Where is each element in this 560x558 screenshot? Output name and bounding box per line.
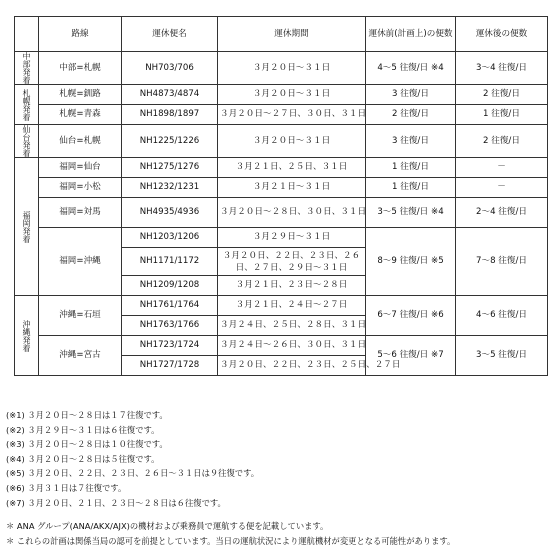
route-cell: 中部=札幌 <box>39 52 122 85</box>
before-count-cell: 5～6 往復/日 ※7 <box>366 336 456 376</box>
route-cell: 札幌=釧路 <box>39 85 122 105</box>
table-row <box>15 52 548 85</box>
before-count-cell: 6～7 往復/日 ※6 <box>366 296 456 336</box>
footnote: (※7) ３月２０日、２１日、２３日～２８日は６往復です。 <box>6 497 226 508</box>
region-cell: 札幌発着 <box>15 85 39 125</box>
route-cell: 沖縄=宮古 <box>39 336 122 376</box>
before-count-cell: 8～9 往復/日 ※5 <box>366 228 456 296</box>
footnotes <box>6 408 259 510</box>
region-cell: 沖縄発着 <box>15 296 39 376</box>
before-count-cell: 1 往復/日 <box>366 158 456 178</box>
table-header-row <box>15 17 548 52</box>
period-cell: ３月２０日～２７日、３０日、３１日 <box>218 105 366 125</box>
table-row <box>15 125 548 158</box>
before-header <box>366 17 456 52</box>
period-cell: ３月２０日、２２日、２３日、２５日、２７日 <box>218 356 366 376</box>
after-count-cell: 4～6 往復/日 <box>456 296 548 336</box>
flight-cell: NH1225/1226 <box>122 125 218 158</box>
after-count-cell: 2 往復/日 <box>456 85 548 105</box>
flight-cell: NH4935/4936 <box>122 198 218 228</box>
period-cell: ３月２０日～３１日 <box>218 52 366 85</box>
before-count-cell: 3～5 往復/日 ※4 <box>366 198 456 228</box>
period-cell: ３月２０日～３１日 <box>218 125 366 158</box>
period-cell: ３月２０日～２８日、３０日、３１日 <box>218 198 366 228</box>
period-cell: ３月２０日～３１日 <box>218 85 366 105</box>
table-row <box>15 198 548 228</box>
period-cell: ３月２１日、２５日、３１日 <box>218 158 366 178</box>
footnote: (※2) ３月２９日～３１日は６往復です。 <box>6 424 160 435</box>
table-row <box>15 105 548 125</box>
before-count-cell: 3 往復/日 <box>366 85 456 105</box>
route-cell: 札幌=青森 <box>39 105 122 125</box>
period-cell: ３月２９日～３１日 <box>218 228 366 248</box>
after-count-cell: － <box>456 178 548 198</box>
disclaimer-line: ＊ これらの計画は関係当局の認可を前提としています。当日の運航状況により運航機材が変更となる可能性があります。 <box>6 536 456 546</box>
route-cell: 沖縄=石垣 <box>39 296 122 336</box>
flight-cell: NH1761/1764 <box>122 296 218 316</box>
disclaimer <box>6 519 455 549</box>
after-count-cell: 2 往復/日 <box>456 125 548 158</box>
footnote: (※4) ３月２０日～２８日は５往復です。 <box>6 453 160 464</box>
route-cell: 仙台=札幌 <box>39 125 122 158</box>
suspension-table <box>14 16 548 376</box>
region-cell: 中部発着 <box>15 52 39 85</box>
period-cell: ３月２１日、２４日～２７日 <box>218 296 366 316</box>
table-row <box>15 158 548 178</box>
flight-cell: NH703/706 <box>122 52 218 85</box>
period-cell: ３月２４日～２６日、３０日、３１日 <box>218 336 366 356</box>
before-count-cell: 3 往復/日 <box>366 125 456 158</box>
after-count-cell: 3～5 往復/日 <box>456 336 548 376</box>
flight-cell: NH1727/1728 <box>122 356 218 376</box>
table-row <box>15 336 548 356</box>
footnote: (※3) ３月２０日～２８日は１０往復です。 <box>6 439 168 450</box>
flight-cell: NH4873/4874 <box>122 85 218 105</box>
before-count-cell: 2 往復/日 <box>366 105 456 125</box>
table-row <box>15 178 548 198</box>
flight-cell: NH1275/1276 <box>122 158 218 178</box>
route-cell: 福岡=小松 <box>39 178 122 198</box>
after-count-cell: 2～4 往復/日 <box>456 198 548 228</box>
table-row <box>15 296 548 316</box>
after-count-cell: － <box>456 158 548 178</box>
region-cell: 福岡発着 <box>15 158 39 296</box>
flight-header: 運休便名 <box>122 17 218 52</box>
region-header <box>15 17 39 52</box>
after-count-cell: 1 往復/日 <box>456 105 548 125</box>
after-count-cell: 3～4 往復/日 <box>456 52 548 85</box>
period-cell: ３月２１日～３１日 <box>218 178 366 198</box>
before-count-cell: 1 往復/日 <box>366 178 456 198</box>
footnote: (※5) ３月２０日、２２日、２３日、２６日～３１日は９往復です。 <box>6 468 259 479</box>
table-row <box>15 85 548 105</box>
flight-cell: NH1723/1724 <box>122 336 218 356</box>
route-cell: 福岡=沖縄 <box>39 228 122 296</box>
route-cell: 福岡=仙台 <box>39 158 122 178</box>
after-count-cell: 7～8 往復/日 <box>456 228 548 296</box>
flight-cell: NH1203/1206 <box>122 228 218 248</box>
flight-cell: NH1898/1897 <box>122 105 218 125</box>
table-body <box>15 52 548 376</box>
before-count-cell: 4～5 往復/日 ※4 <box>366 52 456 85</box>
period-header: 運休期間 <box>218 17 366 52</box>
period-cell: ３月２０日、２２日、２３日、２６日、２７日、２９日～３１日 <box>218 248 366 276</box>
period-cell: ３月２１日、２３日～２８日 <box>218 276 366 296</box>
table-row <box>15 228 548 248</box>
route-header: 路線 <box>39 17 122 52</box>
before-header-label: 運休前(計画上)の便数 <box>368 28 453 39</box>
route-cell: 福岡=対馬 <box>39 198 122 228</box>
flight-cell: NH1209/1208 <box>122 276 218 296</box>
flight-cell: NH1763/1766 <box>122 316 218 336</box>
flight-cell: NH1171/1172 <box>122 248 218 276</box>
flight-cell: NH1232/1231 <box>122 178 218 198</box>
region-cell: 仙台発着 <box>15 125 39 158</box>
footnote: (※6) ３月３１日は７往復です。 <box>6 482 127 493</box>
period-cell: ３月２４日、２５日、２８日、３１日 <box>218 316 366 336</box>
footnote: (※1) ３月２０日～２８日は１７往復です。 <box>6 410 168 420</box>
disclaimer-line: ＊ ANA グループ(ANA/AKX/AJX)の機材および乗務員で運航する便を記載しています。 <box>6 521 329 531</box>
after-header: 運休後の便数 <box>456 17 548 52</box>
